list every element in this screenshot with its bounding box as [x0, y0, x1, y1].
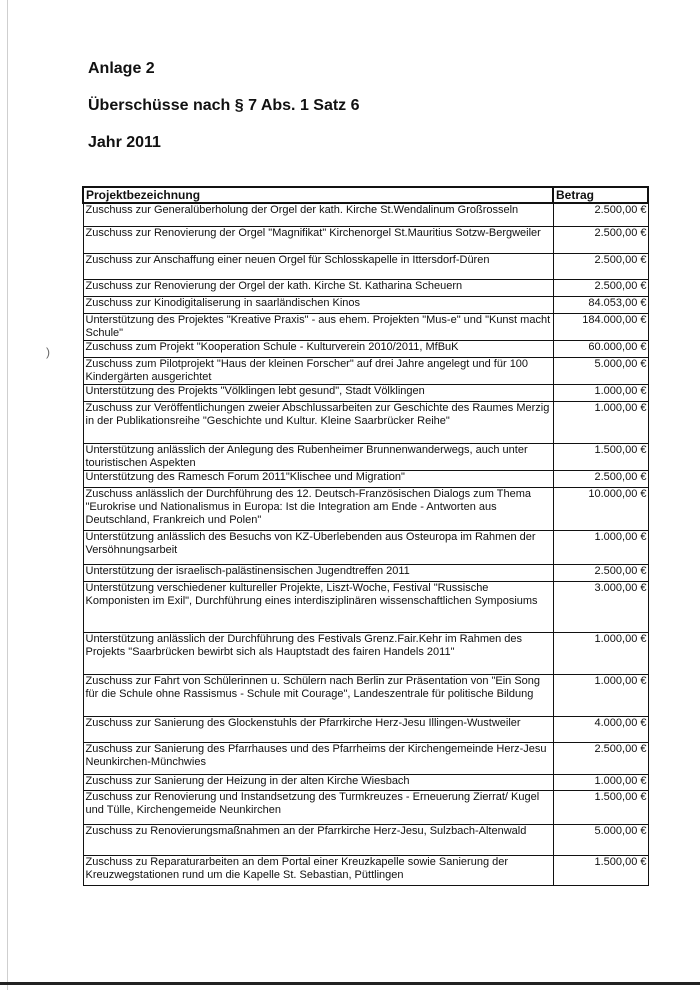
project-description: Zuschuss zum Pilotprojekt "Haus der kleinen Forscher" auf drei Jahre angelegt und für 100 Kindergärten ausgerichtet: [83, 357, 553, 384]
column-header-description: Projektbezeichnung: [83, 187, 553, 203]
column-header-amount: Betrag: [553, 187, 648, 203]
project-amount: 10.000,00 €: [553, 487, 648, 530]
project-description: Zuschuss zu Renovierungsmaßnahmen an der Pfarrkirche Herz-Jesu, Sulzbach-Altenwald: [83, 824, 553, 855]
table-row: [83, 340, 648, 357]
project-amount: 2.500,00 €: [553, 742, 648, 774]
project-amount: 4.000,00 €: [553, 716, 648, 742]
project-description: Zuschuss anlässlich der Durchführung des 12. Deutsch-Französischen Dialogs zum Thema "Eurokrise und Nationalismus in Europa: Ist die Integration am Ende - Antworten aus Deutschland, Frankreich und Polen": [83, 487, 553, 530]
table-body: [83, 203, 648, 885]
project-description: Zuschuss zur Renovierung der Orgel der kath. Kirche St. Katharina Scheuern: [83, 279, 553, 296]
table-row: [83, 443, 648, 470]
table-row: [83, 824, 648, 855]
table-row: [83, 581, 648, 632]
project-amount: 2.500,00 €: [553, 279, 648, 296]
project-table: [82, 186, 649, 886]
project-amount: 84.053,00 €: [553, 296, 648, 313]
table-row: [83, 774, 648, 790]
project-description: Zuschuss zur Anschaffung einer neuen Orgel für Schlosskapelle in Ittersdorf-Düren: [83, 253, 553, 279]
table-row: [83, 790, 648, 824]
table-row: [83, 279, 648, 296]
project-amount: 1.500,00 €: [553, 855, 648, 885]
project-amount: 5.000,00 €: [553, 357, 648, 384]
project-amount: 60.000,00 €: [553, 340, 648, 357]
table-row: [83, 470, 648, 487]
project-description: Zuschuss zum Projekt "Kooperation Schule - Kulturverein 2010/2011, MfBuK: [83, 340, 553, 357]
table-row: [83, 357, 648, 384]
project-amount: 3.000,00 €: [553, 581, 648, 632]
table-row: [83, 296, 648, 313]
project-description: Unterstützung des Projekts "Völklingen lebt gesund", Stadt Völklingen: [83, 384, 553, 401]
table-row: [83, 253, 648, 279]
table-row: [83, 855, 648, 885]
project-description: Unterstützung des Projektes "Kreative Praxis" - aus ehem. Projekten "Mus-e" und "Kunst macht Schule": [83, 313, 553, 340]
project-description: Unterstützung anlässlich der Anlegung des Rubenheimer Brunnenwanderwegs, auch unter touristischen Aspekten: [83, 443, 553, 470]
project-amount: 5.000,00 €: [553, 824, 648, 855]
table-row: [83, 313, 648, 340]
table-row: [83, 742, 648, 774]
project-description: Unterstützung anlässlich der Durchführung des Festivals Grenz.Fair.Kehr im Rahmen des Projekts "Saarbrücken bewirbt sich als Hauptstadt des fairen Handels 2011": [83, 632, 553, 674]
table-row: [83, 226, 648, 253]
project-amount: 1.500,00 €: [553, 443, 648, 470]
project-description: Unterstützung verschiedener kultureller Projekte, Liszt-Woche, Festival "Russische Komponisten im Exil", Durchführung eines interdisziplinären wissenschaftlichen Symposiums: [83, 581, 553, 632]
project-amount: 2.500,00 €: [553, 253, 648, 279]
project-description: Zuschuss zur Fahrt von Schülerinnen u. Schülern nach Berlin zur Präsentation von "Ein Song für die Schule ohne Rassismus - Schule mit Courage", Landeszentrale für politische Bildung: [83, 674, 553, 716]
project-description: Zuschuss zur Renovierung und Instandsetzung des Turmkreuzes - Erneuerung Zierrat/ Kugel und Tülle, Kirchengemeide Neunkirchen: [83, 790, 553, 824]
table-row: [83, 384, 648, 401]
table-row: [83, 716, 648, 742]
project-amount: 1.500,00 €: [553, 790, 648, 824]
project-amount: 1.000,00 €: [553, 774, 648, 790]
project-amount: 184.000,00 €: [553, 313, 648, 340]
project-amount: 1.000,00 €: [553, 632, 648, 674]
project-description: Zuschuss zur Renovierung der Orgel "Magnifikat" Kirchenorgel St.Mauritius Sotzw-Bergweiler: [83, 226, 553, 253]
project-amount: 1.000,00 €: [553, 384, 648, 401]
project-amount: 1.000,00 €: [553, 674, 648, 716]
scan-bottom-edge: [0, 982, 700, 985]
table-row: [83, 401, 648, 443]
table-row: [83, 564, 648, 581]
heading-year: Jahr 2011: [88, 134, 161, 151]
scan-edge-line: [7, 0, 8, 990]
project-amount: 1.000,00 €: [553, 401, 648, 443]
table-row: [83, 632, 648, 674]
project-description: Zuschuss zur Sanierung des Glockenstuhls der Pfarrkirche Herz-Jesu Illingen-Wustweiler: [83, 716, 553, 742]
heading-surplus: Überschüsse nach § 7 Abs. 1 Satz 6: [88, 97, 360, 114]
project-description: Unterstützung der israelisch-palästinensischen Jugendtreffen 2011: [83, 564, 553, 581]
heading-annex: Anlage 2: [88, 60, 155, 77]
project-description: Zuschuss zur Sanierung der Heizung in der alten Kirche Wiesbach: [83, 774, 553, 790]
project-description: Unterstützung des Ramesch Forum 2011"Klischee und Migration": [83, 470, 553, 487]
project-description: Zuschuss zur Veröffentlichungen zweier Abschlussarbeiten zur Geschichte des Raumes Merzig in der Publikationsreihe "Geschichte und Kultur. Kleine Saarbrücker Reihe": [83, 401, 553, 443]
project-description: Zuschuss zur Generalüberholung der Orgel der kath. Kirche St.Wendalinum Großrosseln: [83, 203, 553, 226]
table-row: [83, 203, 648, 226]
project-description: Unterstützung anlässlich des Besuchs von KZ-Überlebenden aus Osteuropa im Rahmen der Versöhnungsarbeit: [83, 530, 553, 564]
project-amount: 2.500,00 €: [553, 226, 648, 253]
table-row: [83, 530, 648, 564]
project-description: Zuschuss zu Reparaturarbeiten an dem Portal einer Kreuzkapelle sowie Sanierung der Kreuzwegstationen rund um die Kapelle St. Sebastian, Püttlingen: [83, 855, 553, 885]
table-row: [83, 674, 648, 716]
project-amount: 2.500,00 €: [553, 203, 648, 226]
project-amount: 2.500,00 €: [553, 470, 648, 487]
table-row: [83, 487, 648, 530]
margin-mark: ): [46, 345, 50, 359]
project-amount: 2.500,00 €: [553, 564, 648, 581]
project-description: Zuschuss zur Kinodigitaliserung in saarländischen Kinos: [83, 296, 553, 313]
project-amount: 1.000,00 €: [553, 530, 648, 564]
project-description: Zuschuss zur Sanierung des Pfarrhauses und des Pfarrheims der Kirchengemeinde Herz-Jesu Neunkirchen-Münchwies: [83, 742, 553, 774]
table-header-row: [83, 187, 648, 203]
